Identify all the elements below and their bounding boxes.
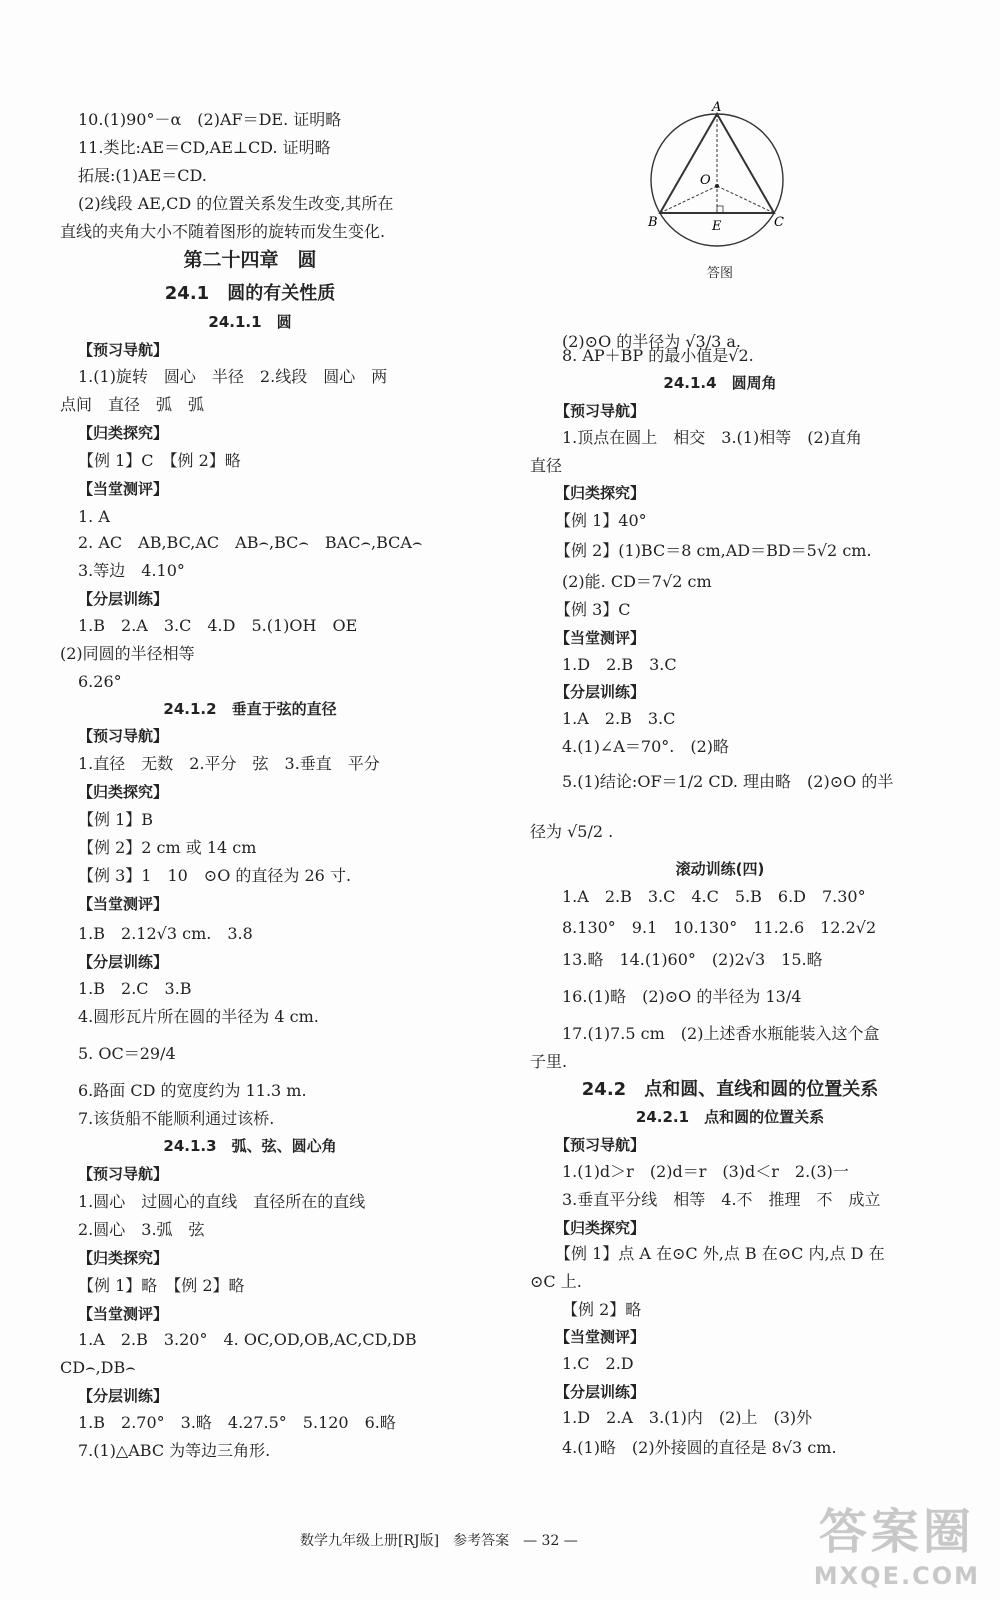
answer-line: 1.B 2.A 3.C 4.D 5.(1)OH OE (78, 616, 358, 635)
heading-explore: 【归类探究】 (78, 783, 169, 801)
answer-line: 1.A 2.B 3.20° 4. OC,OD,OB,AC,CD,DB (78, 1330, 417, 1349)
heading-preview: 【预习导航】 (555, 402, 646, 420)
answer-line: 11.类比:AE＝CD,AE⊥CD. 证明略 (78, 138, 331, 157)
answer-line: CD⌢,DB⌢ (60, 1358, 136, 1377)
watermark-logo (814, 1493, 980, 1590)
answer-line: (2)能. CD＝7√2 cm (562, 572, 712, 591)
right-angle-mark (717, 206, 723, 213)
answer-line: 1.B 2.12√3 cm. 3.8 (78, 924, 253, 943)
label-o: O (700, 173, 711, 188)
answer-line: 【例 1】B (78, 810, 154, 829)
answer-line: 1. A (78, 507, 110, 526)
heading-training: 【分层训练】 (78, 953, 169, 971)
heading-test: 【当堂测评】 (78, 1305, 169, 1323)
answer-line: (2)⊙O 的半径为 √3/3 a. (562, 332, 742, 351)
answer-line: 1.圆心 过圆心的直线 直径所在的直线 (78, 1192, 366, 1211)
answer-line: (2)线段 AE,CD 的位置关系发生改变,其所在 (78, 194, 394, 213)
heading-preview: 【预习导航】 (555, 1136, 646, 1154)
subsection-title: 24.1.3 弧、弦、圆心角 (163, 1137, 337, 1155)
answer-line: 子里. (530, 1052, 568, 1071)
answer-line: 1.A 2.B 3.C (562, 709, 676, 728)
answer-line: 【例 1】略 【例 2】略 (78, 1276, 245, 1295)
page-footer: 数学九年级上册[RJ版] 参考答案 — 32 — (300, 1533, 578, 1549)
heading-explore: 【归类探究】 (78, 1249, 169, 1267)
answer-line: 3.垂直平分线 相等 4.不 推理 不 成立 (562, 1190, 881, 1209)
answer-line: 6.路面 CD 的宽度约为 11.3 m. (78, 1081, 307, 1100)
answer-line: 1.(1)旋转 圆心 半径 2.线段 圆心 两 (78, 367, 388, 386)
answer-line: 7.该货船不能顺利通过该桥. (78, 1109, 275, 1128)
subsection-title: 24.2.1 点和圆的位置关系 (635, 1108, 825, 1126)
answer-line: 1.D 2.B 3.C (562, 655, 677, 674)
subsection-title: 24.1.2 垂直于弦的直径 (163, 700, 337, 718)
answer-line: 3.等边 4.10° (78, 561, 185, 580)
answer-line: 1.C 2.D (562, 1354, 634, 1373)
answer-line: 1.B 2.C 3.B (78, 979, 192, 998)
subsection-title: 24.1.1 圆 (208, 313, 292, 331)
answer-line: 【例 1】点 A 在⊙C 外,点 B 在⊙C 内,点 D 在 (555, 1244, 885, 1263)
heading-explore: 【归类探究】 (555, 484, 646, 502)
label-a: A (712, 100, 722, 115)
answer-line: 【例 3】C (555, 600, 631, 619)
answer-line: 【例 2】2 cm 或 14 cm (78, 838, 257, 857)
answer-line: 【例 3】1 10 ⊙O 的直径为 26 寸. (78, 866, 352, 885)
heading-training: 【分层训练】 (78, 590, 169, 608)
answer-line: 13.略 14.(1)60° (2)2√3 15.略 (562, 950, 823, 969)
answer-line: (2)同圆的半径相等 (60, 644, 195, 663)
answer-line: 【例 1】40° (555, 511, 647, 530)
answer-line: 4.(1)∠A＝70°. (2)略 (562, 737, 730, 756)
answer-line: 点间 直径 弧 弧 (60, 395, 205, 414)
answer-line: ⊙C 上. (530, 1272, 582, 1291)
heading-explore: 【归类探究】 (555, 1219, 646, 1237)
rolling-training-title: 滚动训练(四) (675, 860, 765, 878)
answer-line: 17.(1)7.5 cm (2)上述香水瓶能装入这个盒 (562, 1024, 880, 1043)
answer-line: 【例 2】略 (562, 1300, 642, 1319)
heading-training: 【分层训练】 (555, 683, 646, 701)
answer-line: 【例 1】C 【例 2】略 (78, 451, 241, 470)
answer-line: 2. AC AB,BC,AC AB⌢,BC⌢ BAC⌢,BCA⌢ (78, 533, 423, 552)
heading-test: 【当堂测评】 (555, 1328, 646, 1346)
heading-test: 【当堂测评】 (78, 895, 169, 913)
heading-training: 【分层训练】 (78, 1387, 169, 1405)
answer-line: 拓展:(1)AE＝CD. (78, 166, 207, 185)
label-b: B (648, 215, 658, 230)
watermark-top: 答案圈 (818, 1504, 975, 1560)
heading-test: 【当堂测评】 (78, 480, 169, 498)
heading-training: 【分层训练】 (555, 1383, 646, 1401)
subsection-title: 24.1.4 圆周角 (663, 374, 777, 392)
heading-preview: 【预习导航】 (78, 727, 169, 745)
heading-test: 【当堂测评】 (555, 629, 646, 647)
answer-line: 2.圆心 3.弧 弦 (78, 1220, 205, 1239)
answer-line: 5.(1)结论:OF＝1/2 CD. 理由略 (2)⊙O 的半 (562, 772, 894, 791)
circle-triangle-figure (640, 100, 800, 250)
watermark-bottom: MXQE.COM (813, 1562, 980, 1590)
answer-line: 【例 2】(1)BC＝8 cm,AD＝BD＝5√2 cm. (555, 541, 872, 560)
figure-caption: 答图 (706, 266, 733, 281)
answer-line: 4.(1)略 (2)外接圆的直径是 8√3 cm. (562, 1438, 837, 1457)
label-c: C (774, 215, 784, 230)
center-point-o (715, 184, 719, 188)
answer-line: 4.圆形瓦片所在圆的半径为 4 cm. (78, 1007, 319, 1026)
answer-line: 6.26° (78, 672, 122, 691)
answer-line: 1.直径 无数 2.平分 弦 3.垂直 平分 (78, 754, 380, 773)
answer-line: 1.顶点在圆上 相交 3.(1)相等 (2)直角 (562, 428, 862, 447)
triangle-abc (660, 114, 774, 213)
section-title: 24.2 点和圆、直线和圆的位置关系 (581, 1079, 879, 1100)
answer-line: 1.D 2.A 3.(1)内 (2)上 (3)外 (562, 1408, 813, 1427)
answer-line: 1.B 2.70° 3.略 4.27.5° 5.120 6.略 (78, 1413, 396, 1432)
answer-line: 直径 (530, 456, 563, 475)
answer-line: 8. AP＋BP 的最小值是√2. (562, 346, 754, 365)
answer-line: 7.(1)△ABC 为等边三角形. (78, 1441, 271, 1460)
answer-line: 1.(1)d＞r (2)d＝r (3)d＜r 2.(3)一 (562, 1162, 849, 1181)
chapter-title: 第二十四章 圆 (183, 249, 317, 271)
section-title: 24.1 圆的有关性质 (164, 283, 336, 304)
heading-explore: 【归类探究】 (78, 424, 169, 442)
heading-preview: 【预习导航】 (78, 1165, 169, 1183)
answer-line: 10.(1)90°－α (2)AF＝DE. 证明略 (78, 110, 342, 129)
label-e: E (712, 219, 722, 234)
answer-line: 5. OC＝29/4 (78, 1044, 176, 1063)
answer-line: 直线的夹角大小不随着图形的旋转而发生变化. (60, 222, 386, 241)
heading-preview: 【预习导航】 (78, 341, 169, 359)
answer-line: 16.(1)略 (2)⊙O 的半径为 13/4 (562, 987, 802, 1006)
answer-line: 径为 √5/2 . (530, 822, 614, 841)
answer-line: 1.A 2.B 3.C 4.C 5.B 6.D 7.30° (562, 887, 866, 906)
answer-line: 8.130° 9.1 10.130° 11.2.6 12.2√2 (562, 918, 877, 937)
